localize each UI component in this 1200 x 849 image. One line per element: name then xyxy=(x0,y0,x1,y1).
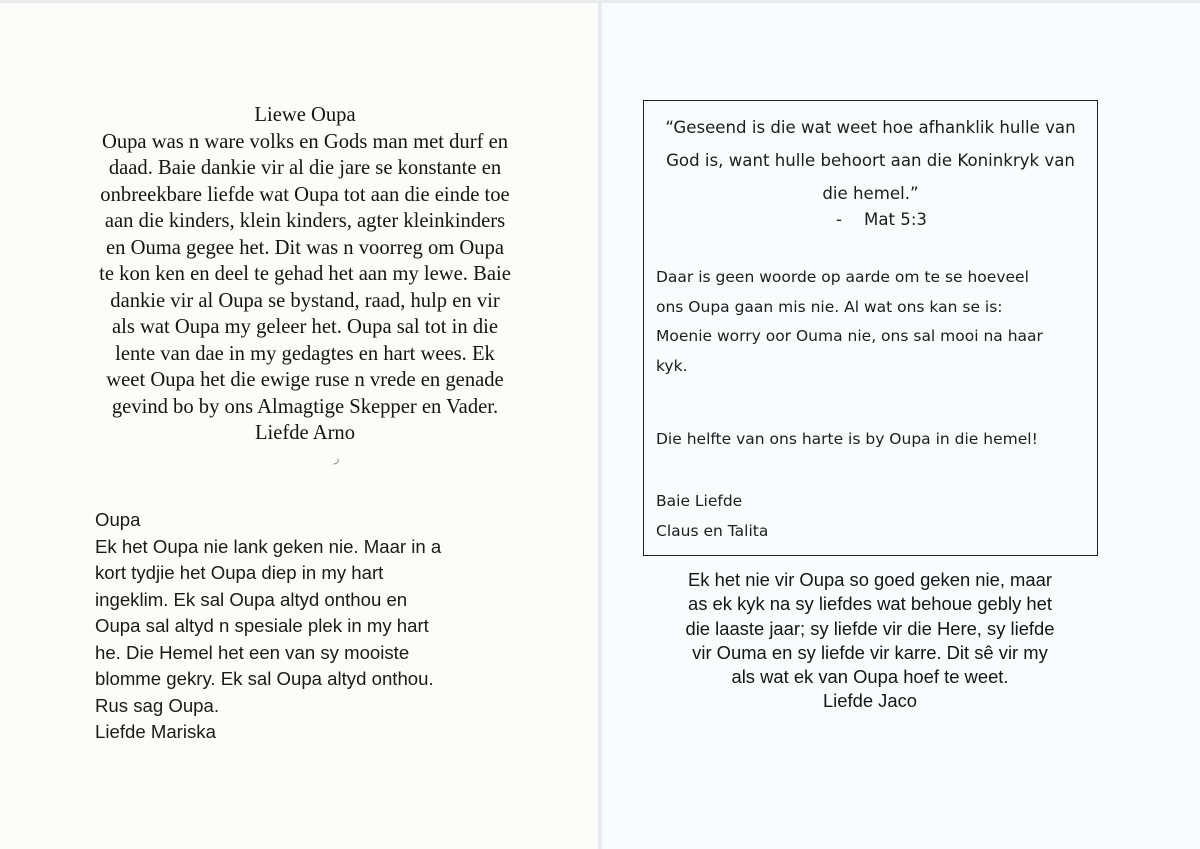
page-fold xyxy=(598,0,602,849)
message-line: kyk. xyxy=(656,356,688,375)
mariska-salutation: Oupa xyxy=(95,509,141,530)
message-line: Daar is geen woorde op aarde om te se hoeveel xyxy=(656,268,1029,286)
mariska-line: he. Die Hemel het een van sy mooiste xyxy=(95,641,410,663)
arno-line: dankie vir al Oupa se bystand, raad, hulp en vir xyxy=(110,289,500,312)
arno-salutation: Liewe Oupa xyxy=(254,104,356,126)
jaco-line: vir Ouma en sy liefde vir karre. Dit sê vir my xyxy=(692,641,1048,663)
arno-line: Oupa was n ware volks en Gods man met durf en xyxy=(101,130,509,153)
arno-line: weet Oupa het die ewige ruse n vrede en genade xyxy=(106,369,504,391)
message-line: ons Oupa gaan mis nie. Al wat ons kan se is: xyxy=(656,297,1003,316)
arno-line: gevind bo by ons Almagtige Skepper en Vader. xyxy=(111,395,499,418)
box-message xyxy=(656,263,1086,381)
arno-line: onbreekbare liefde wat Oupa tot aan die einde toe xyxy=(100,183,510,206)
message-line: Moenie worry oor Ouma nie, ons sal mooi na haar xyxy=(656,327,1043,345)
quote-line: God is, want hulle behoort aan die Koninkryk van xyxy=(666,151,1075,170)
arno-letter xyxy=(40,102,570,447)
quote-line: die hemel.” xyxy=(822,184,919,203)
tribute-box xyxy=(643,100,1098,556)
arno-line: als wat Oupa my geleer het. Oupa sal tot in die xyxy=(111,316,499,338)
jaco-line: als wat ek van Oupa hoef te weet. xyxy=(731,666,1009,688)
reference-dash: - xyxy=(836,210,842,229)
box-signature xyxy=(656,487,768,546)
arno-line: en Ouma gegee het. Dit was n voorreg om Oupa xyxy=(105,236,505,259)
scripture-quote xyxy=(654,111,1087,210)
jaco-line: Ek het nie vir Oupa so goed geken nie, maar xyxy=(688,569,1052,590)
reference-text: Mat 5:3 xyxy=(864,210,927,229)
quote-line: “Geseend is die wat weet hoe afhanklik hulle van xyxy=(665,118,1076,137)
arno-line: daad. Baie dankie vir al die jare se konstante en xyxy=(108,157,502,179)
mariska-line: Ek het Oupa nie lank geken nie. Maar in a xyxy=(95,535,442,557)
mariska-line: ingeklim. Ek sal Oupa altyd onthou en xyxy=(95,588,408,610)
box-message-2: Die helfte van ons harte is by Oupa in die hemel! xyxy=(656,430,1038,448)
mariska-signature: Liefde Mariska xyxy=(95,721,216,742)
jaco-signature: Liefde Jaco xyxy=(822,690,918,712)
signature-line: Baie Liefde xyxy=(656,492,743,510)
mariska-line: Rus sag Oupa. xyxy=(95,694,220,716)
arno-line: te kon ken en deel te gehad het aan my lewe. Baie xyxy=(99,263,511,285)
arno-line: lente van dae in my gedagtes en hart wees. Ek xyxy=(115,342,495,365)
jaco-line: die laaste jaar; sy liefde vir die Here, sy liefde xyxy=(685,617,1055,639)
mariska-letter xyxy=(95,507,555,746)
mariska-line: blomme gekry. Ek sal Oupa altyd onthou. xyxy=(95,668,434,689)
signature-names: Claus en Talita xyxy=(656,521,769,540)
arno-signature: Liefde Arno xyxy=(254,422,356,444)
mariska-line: Oupa sal altyd n spesiale plek in my hart xyxy=(95,615,429,636)
scripture-reference xyxy=(836,207,927,233)
arno-line: aan die kinders, klein kinders, agter kleinkinders xyxy=(104,210,506,232)
jaco-line: as ek kyk na sy liefdes wat behoue gebly het xyxy=(688,593,1052,615)
jaco-letter xyxy=(630,568,1110,714)
stray-mark: ر xyxy=(334,452,340,465)
mariska-line: kort tydjie het Oupa diep in my hart xyxy=(95,562,384,583)
